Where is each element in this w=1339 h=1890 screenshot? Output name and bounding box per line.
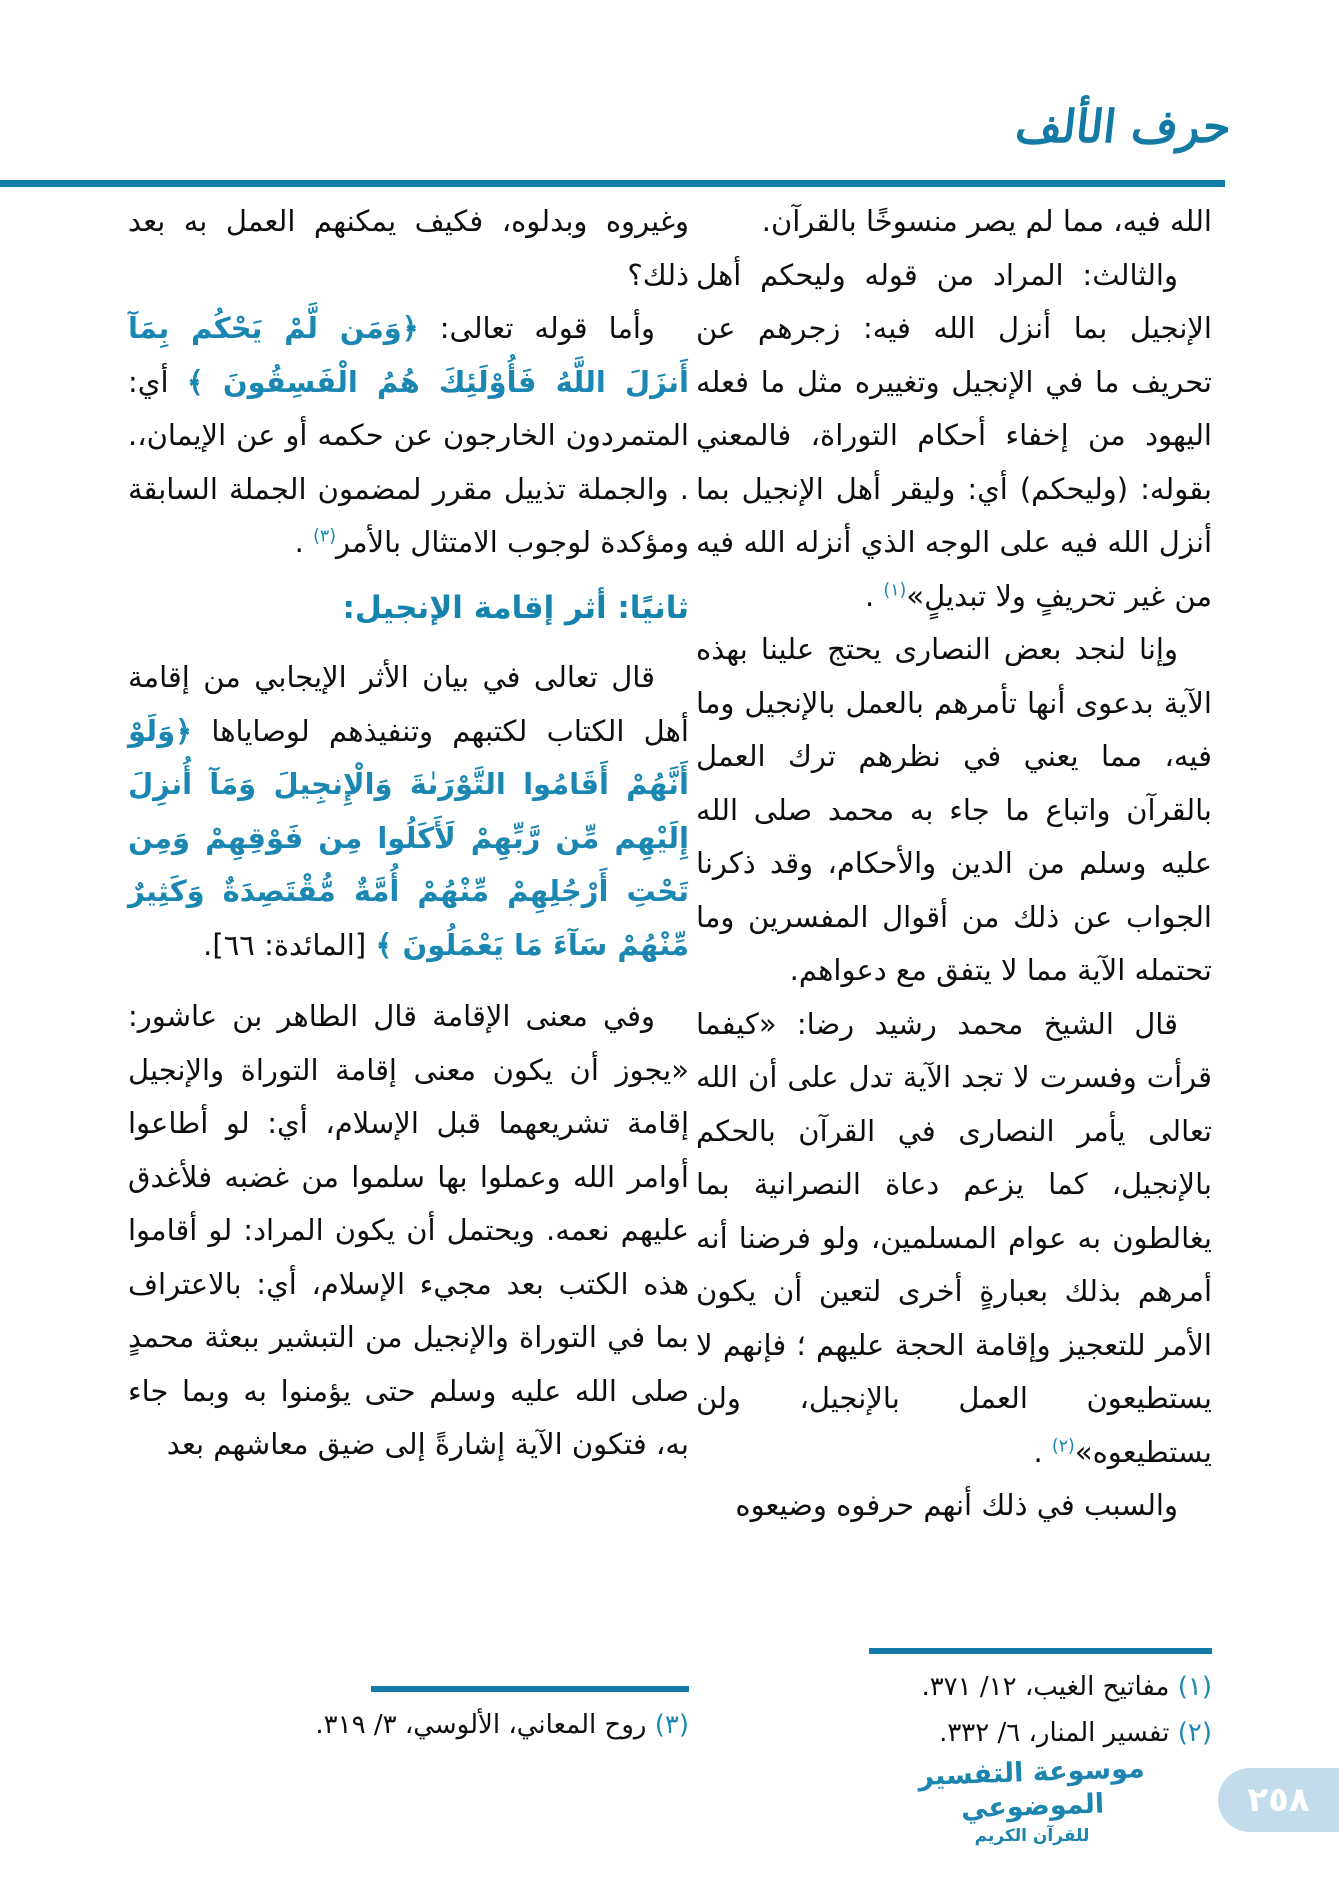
body-text: وإنا لنجد بعض النصارى يحتج علينا بهذه الآية بدعوى أنها تأمرهم بالعمل بالإنجيل وما فيه، مما يعني في نظرهم ترك العمل بالقرآن واتباع ما جاء به محمد صلى الله عليه وسلم من الدين والأحكام، وقد ذكرنا الجواب عن ذلك من أقوال المفسرين وما تحتمله الآية مما لا يتفق مع دعواهم. — [696, 632, 1212, 987]
footnotes-right — [696, 1648, 1212, 1756]
paragraph — [696, 195, 1212, 249]
footnote-text: مفاتيح الغيب، ١٢/ ٣٧١. — [921, 1672, 1178, 1702]
section-heading-text: ثانيًا: أثر إقامة الإنجيل: — [342, 589, 689, 626]
text-column-right — [696, 195, 1212, 1533]
text-column-left — [128, 195, 689, 1472]
footnote — [128, 1702, 689, 1748]
footnote-ref: (٢) — [1051, 1435, 1075, 1456]
paragraph — [128, 651, 689, 972]
body-text: وأما قوله تعالى: — [418, 311, 655, 345]
footnote-separator-left — [371, 1686, 689, 1692]
footnote-marker: (٣) — [654, 1710, 689, 1740]
body-text: [المائدة: ٦٦]. — [203, 927, 376, 962]
page-number-badge: ٢٥٨ — [1218, 1768, 1339, 1832]
footnote-list-right — [696, 1664, 1212, 1756]
paragraph — [128, 195, 689, 302]
logo-subtitle: للقرآن الكريم — [974, 1825, 1090, 1846]
footnote-separator-right — [869, 1648, 1212, 1654]
footnote-ref: (١) — [883, 579, 907, 600]
paragraph — [696, 1479, 1212, 1533]
chapter-title: حرف الألف — [1008, 100, 1231, 153]
header-rule — [0, 180, 1225, 187]
body-text: الله فيه، مما لم يصر منسوخًا بالقرآن. — [761, 204, 1212, 238]
footnote-marker: (٢) — [1177, 1718, 1212, 1748]
body-text: أي: المتمردون الخارجون عن حكمه أو عن الإيمان،. . والجملة تذييل مقرر لمضمون الجملة السابقة ومؤكدة لوجوب الامتثال بالأمر — [128, 364, 689, 559]
footnote-list-left — [128, 1702, 689, 1748]
quran-verse: ﴿وَلَوْ أَنَّهُمْ أَقَامُوا التَّوْرَىٰةَ وَالْإِنجِيلَ وَمَآ أُنزِلَ إِلَيْهِم مِّن رَّبِّهِمْ لَأَكَلُوا مِن فَوْقِهِمْ وَمِن تَحْتِ أَرْجُلِهِمْ مِّنْهُمْ أُمَّةٌ مُّقْتَصِدَةٌ وَكَثِيرٌ مِّنْهُمْ سَآءَ مَا يَعْمَلُونَ ﴾ — [128, 713, 689, 962]
footnotes-left — [128, 1686, 689, 1748]
paragraph — [696, 998, 1212, 1480]
body-text: وغيروه وبدلوه، فكيف يمكنهم العمل به بعد ذلك؟ — [128, 204, 689, 292]
footnote-ref: (٣) — [313, 526, 337, 547]
logo-title: موسوعة التفسير الموضوعي — [917, 1753, 1146, 1825]
section-subheading — [128, 582, 689, 636]
body-text: قال تعالى في بيان الأثر الإيجابي من إقامة أهل الكتاب لكتبهم وتنفيذهم لوصاياها — [128, 660, 689, 748]
body-text: والثالث: المراد من قوله وليحكم أهل الإنجيل بما أنزل الله فيه: زجرهم عن تحريف ما في الإنجيل وتغييره مثل ما فعله اليهود من إخفاء أحكام التوراة، فالمعني بقوله: (وليحكم) أي: وليقر أهل الإنجيل بما أنزل الله فيه على الوجه الذي أنزله الله فيه من غير تحريفٍ ولا تبديلٍ» — [696, 257, 1212, 613]
publisher-logo — [877, 1753, 1187, 1846]
paragraph — [128, 990, 689, 1472]
footnote-text: تفسير المنار، ٦/ ٣٣٢. — [939, 1718, 1178, 1748]
footnote — [696, 1664, 1212, 1710]
footnote — [696, 1710, 1212, 1756]
quran-verse: ﴿وَمَن لَّمْ يَحْكُم بِمَآ أَنزَلَ اللَّهُ فَأُوْلَئِكَ هُمُ الْفَسِقُونَ ﴾ — [128, 311, 689, 399]
body-text: . — [864, 578, 884, 613]
body-text: . — [1033, 1434, 1052, 1469]
paragraph — [696, 623, 1212, 998]
body-text: قال الشيخ محمد رشيد رضا: «كيفما قرأت وفسرت لا تجد الآية تدل على أن الله تعالى يأمر النصارى في القرآن بالحكم بالإنجيل، كما يزعم دعاة النصرانية بما يغالطون به عوام المسلمين، ولو فرضنا أنه أمرهم بذلك بعبارةٍ أخرى لتعين أن يكون الأمر للتعجيز وإقامة الحجة عليهم ؛ فإنهم لا يستطيعون العمل بالإنجيل، ولن يستطيعوه» — [696, 1006, 1212, 1469]
body-text: . — [294, 525, 314, 559]
footnote-marker: (١) — [1177, 1672, 1212, 1702]
paragraph — [128, 302, 689, 570]
footnote-text: روح المعاني، الألوسي، ٣/ ٣١٩. — [315, 1710, 655, 1740]
body-text: والسبب في ذلك أنهم حرفوه وضيعوه — [735, 1488, 1178, 1522]
paragraph — [696, 249, 1212, 624]
body-text: وفي معنى الإقامة قال الطاهر بن عاشور: «يجوز أن يكون معنى إقامة التوراة والإنجيل إقامة تشريعهما قبل الإسلام، أي: لو أطاعوا أوامر الله وعملوا بها سلموا من غضبه فلأغدق عليهم نعمه. ويحتمل أن يكون المراد: لو أقاموا هذه الكتب بعد مجيء الإسلام، أي: بالاعتراف بما في التوراة والإنجيل من التبشير ببعثة محمدٍ صلى الله عليه وسلم حتى يؤمنوا به وبما جاء به، فتكون الآية إشارةً إلى ضيق معاشهم بعد — [128, 999, 689, 1461]
